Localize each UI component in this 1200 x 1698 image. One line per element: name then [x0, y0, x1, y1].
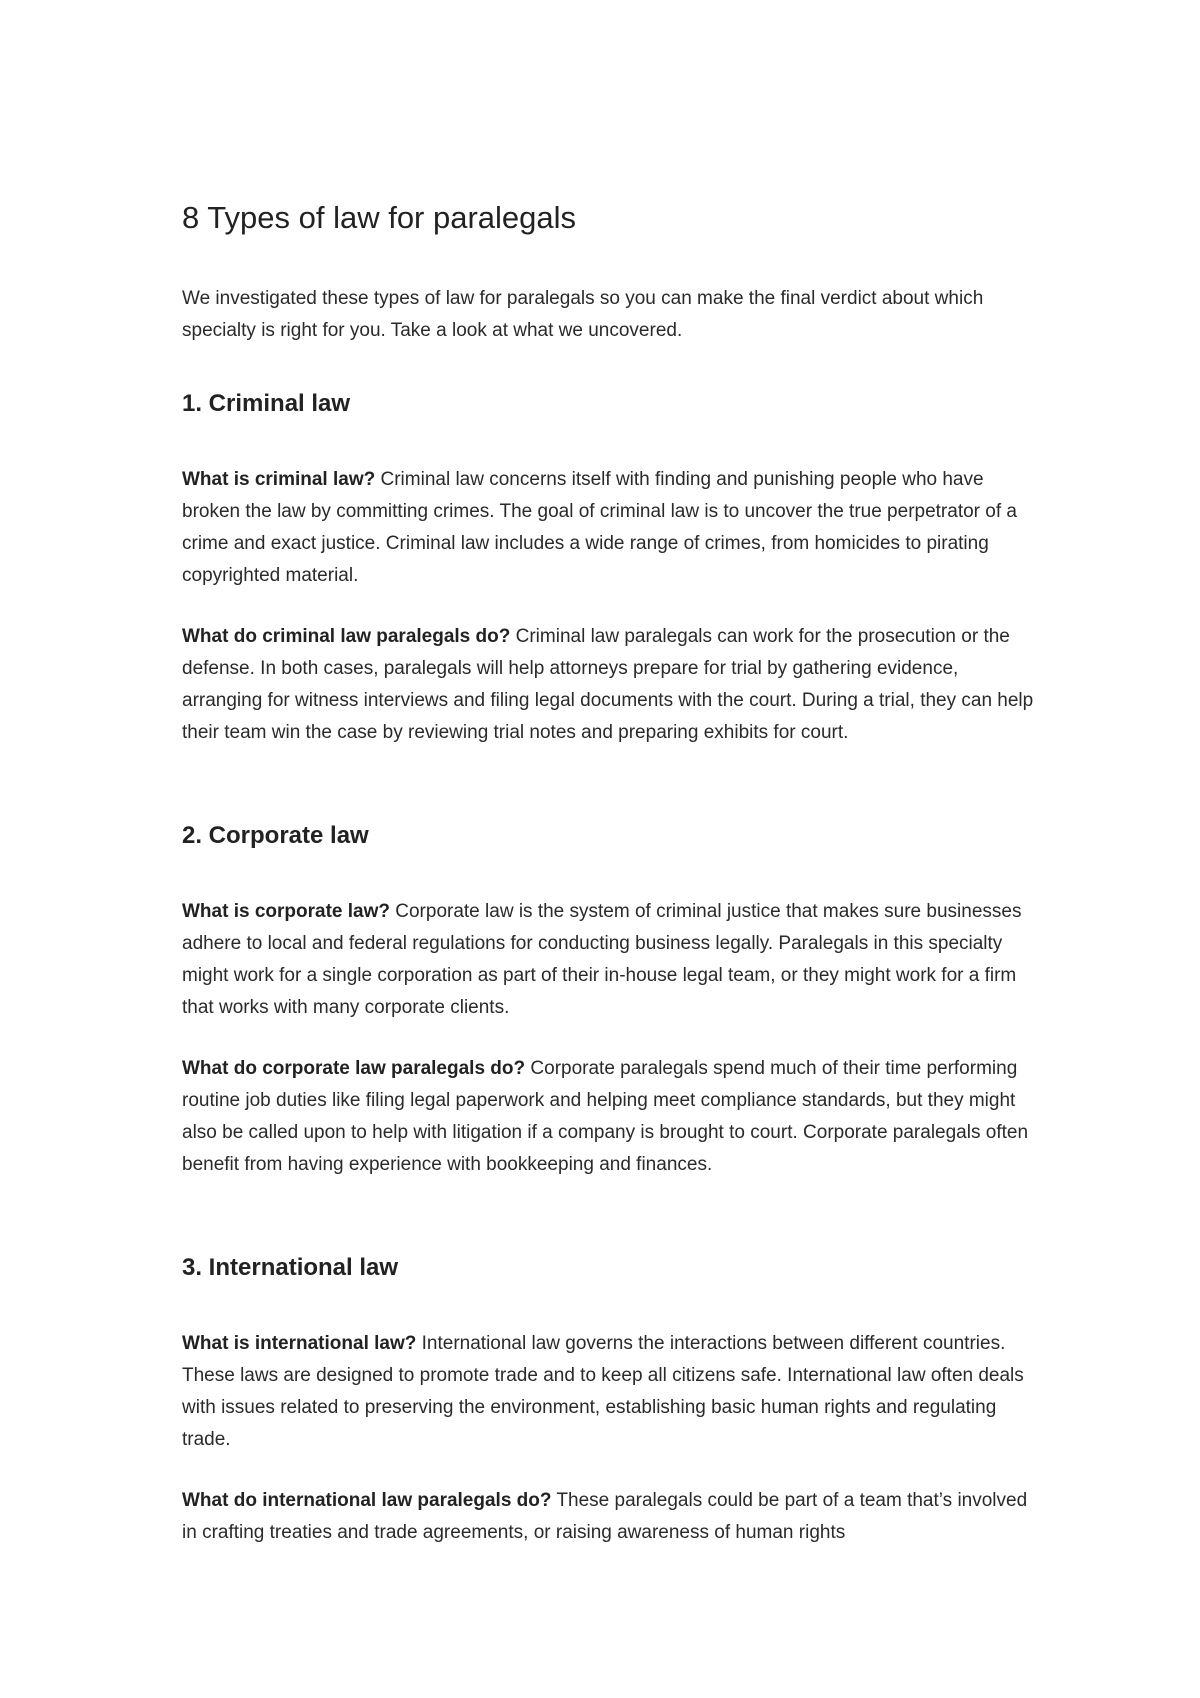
paragraph-what-is-corporate-law [182, 896, 1042, 1024]
paragraph-text: Criminal law concerns itself with finding and punishing people who have broken the law by committing crimes. The goal of criminal law is to uncover the true perpetrator of a crime and exact justice. Criminal law includes a wide range of crimes, from homicides to pirating copyrighted material. [182, 469, 1017, 586]
paragraph-what-is-international-law [182, 1328, 1042, 1456]
paragraph-lead: What is international law? [182, 1333, 417, 1354]
paragraph-what-do-corporate-law-paralegals-do [182, 1053, 1042, 1181]
paragraph-lead: What is corporate law? [182, 901, 390, 922]
intro-paragraph: We investigated these types of law for paralegals so you can make the final verdict about which specialty is right for you. Take a look at what we uncovered. [182, 288, 984, 341]
paragraph-lead: What do criminal law paralegals do? [182, 626, 511, 647]
section-heading-international-law: 3. International law [182, 1254, 399, 1281]
paragraph-lead: What do corporate law paralegals do? [182, 1058, 526, 1079]
paragraph-text: International law governs the interactions between different countries. These laws are designed to promote trade and to keep all citizens safe. International law often deals with issues related to preserving the environment, establishing basic human rights and regulating trade. [182, 1333, 1024, 1450]
paragraph-text: These paralegals could be part of a team that’s involved in crafting treaties and trade agreements, or raising awareness of human rights [182, 1490, 1028, 1543]
paragraph-lead: What is criminal law? [182, 469, 376, 490]
page-title: 8 Types of law for paralegals [182, 200, 577, 235]
paragraph-lead: What do international law paralegals do? [182, 1490, 552, 1511]
section-heading-corporate-law: 2. Corporate law [182, 822, 369, 849]
paragraph-text: Corporate paralegals spend much of their time performing routine job duties like filing legal paperwork and helping meet compliance standards, but they might also be called upon to help with litigation if a company is brought to court. Corporate paralegals often benefit from having experience with bookkeeping and finances. [182, 1058, 1029, 1175]
section-heading-criminal-law: 1. Criminal law [182, 390, 351, 417]
paragraph-what-do-criminal-law-paralegals-do [182, 621, 1042, 749]
paragraph-text: Corporate law is the system of criminal justice that makes sure businesses adhere to local and federal regulations for conducting business legally. Paralegals in this specialty might work for a single corporation as part of their in-house legal team, or they might work for a firm that works with many corporate clients. [182, 901, 1022, 1018]
paragraph-text: Criminal law paralegals can work for the prosecution or the defense. In both cases, paralegals will help attorneys prepare for trial by gathering evidence, arranging for witness interviews and filing legal documents with the court. During a trial, they can help their team win the case by reviewing trial notes and preparing exhibits for court. [182, 626, 1034, 743]
paragraph-what-do-international-law-paralegals-do [182, 1485, 1042, 1549]
paragraph-what-is-criminal-law [182, 464, 1042, 592]
